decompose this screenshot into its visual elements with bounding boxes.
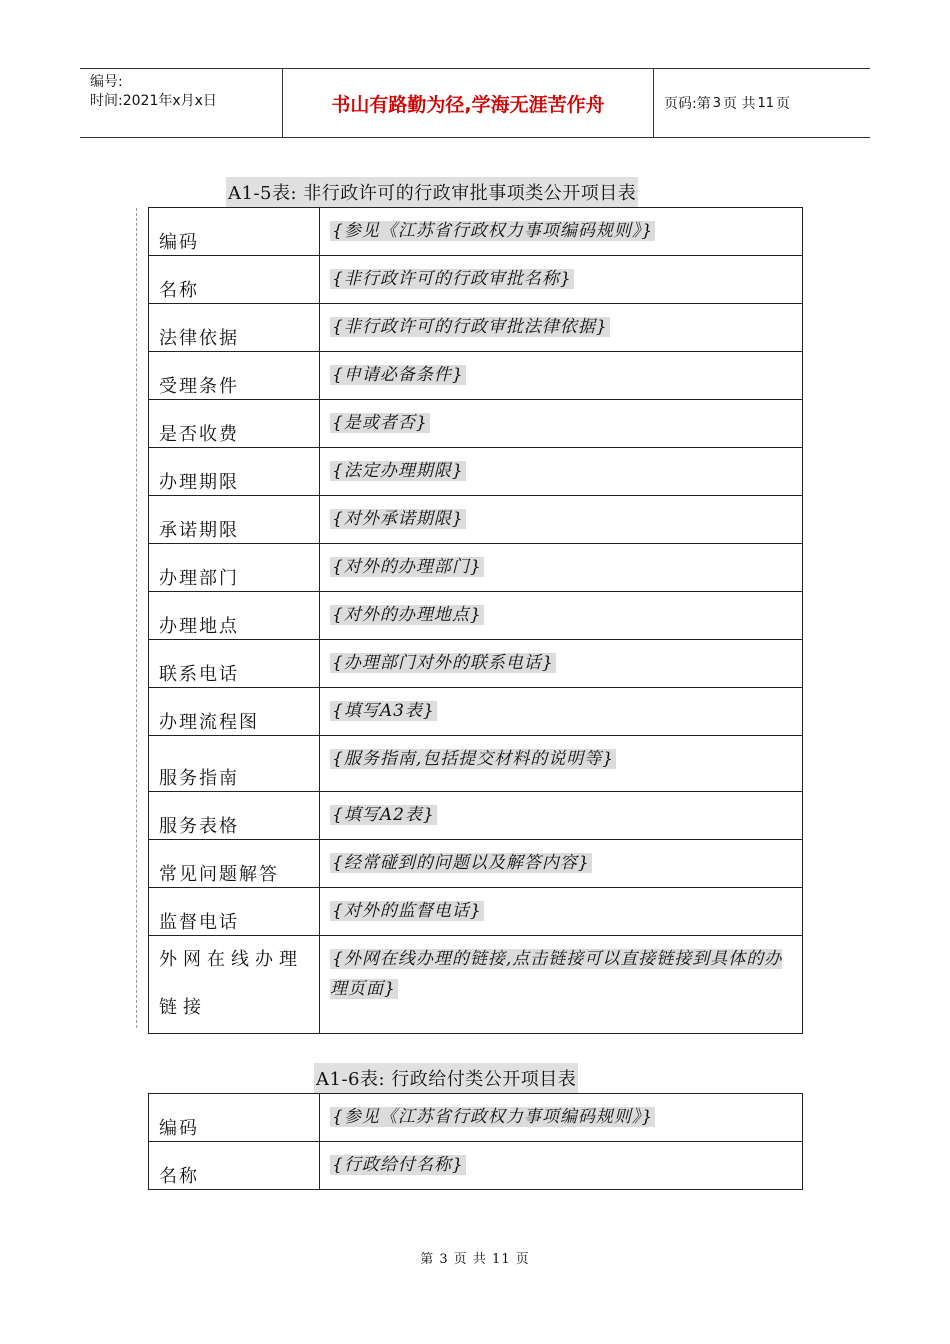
table-row (149, 1142, 803, 1190)
margin-line (136, 208, 137, 1028)
row-value-cell (320, 736, 803, 792)
row-value: {经常碰到的问题以及解答内容} (332, 853, 590, 873)
table-row (149, 840, 803, 888)
page-total: 11 (757, 95, 774, 111)
page-current: 3 (712, 95, 721, 111)
row-label: 联系电话 (149, 640, 320, 688)
page-mid: 页 共 (723, 96, 756, 112)
table1 (148, 207, 803, 1034)
row-value: {服务指南,包括提交材料的说明等} (332, 749, 615, 769)
row-value-cell (320, 496, 803, 544)
row-value: {参见《江苏省行政权力事项编码规则》} (332, 221, 654, 241)
row-value-cell (320, 936, 803, 1034)
row-value-cell (320, 640, 803, 688)
page-suffix: 页 (776, 96, 790, 112)
header-motto: 书山有路勤为径,学海无涯苦作舟 (282, 69, 654, 137)
row-label: 常见问题解答 (149, 840, 320, 888)
row-value-cell (320, 208, 803, 256)
row-label: 是否收费 (149, 400, 320, 448)
row-value: {非行政许可的行政审批法律依据} (332, 317, 608, 337)
row-value-cell (320, 792, 803, 840)
row-value-cell (320, 448, 803, 496)
table1-title: A1-5表: 非行政许可的行政审批事项类公开项目表 (226, 177, 638, 207)
page-header (80, 68, 870, 138)
table2-title: A1-6表: 行政给付类公开项目表 (314, 1063, 578, 1093)
row-value: {外网在线办理的链接,点击链接可以直接链接到具体的办理页面} (330, 949, 783, 999)
row-label: 受理条件 (149, 352, 320, 400)
table-row (149, 496, 803, 544)
number-label: 编号: (90, 74, 123, 90)
row-value: {行政给付名称} (332, 1155, 464, 1175)
row-value: {是或者否} (332, 413, 428, 433)
row-value: {填写A3表} (332, 701, 435, 721)
row-value: {填写A2表} (332, 805, 435, 825)
row-label: 服务指南 (149, 736, 320, 792)
row-label: 外网在线办理链接 (149, 936, 320, 1034)
table2 (148, 1093, 803, 1190)
row-label: 监督电话 (149, 888, 320, 936)
header-meta (80, 69, 282, 137)
row-value: {对外承诺期限} (332, 509, 464, 529)
row-value: {对外的办理地点} (332, 605, 482, 625)
table-row (149, 208, 803, 256)
row-value-cell (320, 1142, 803, 1190)
row-label: 法律依据 (149, 304, 320, 352)
row-label: 编码 (149, 208, 320, 256)
page-footer: 第 3 页 共 11 页 (420, 1252, 530, 1267)
time-label: 时间:2021年x月x日 (90, 93, 217, 109)
row-label: 办理期限 (149, 448, 320, 496)
row-value: {参见《江苏省行政权力事项编码规则》} (332, 1107, 654, 1127)
table-row (149, 792, 803, 840)
row-value-cell (320, 888, 803, 936)
table-row (149, 688, 803, 736)
row-value-cell (320, 544, 803, 592)
table-row (149, 640, 803, 688)
row-value: {非行政许可的行政审批名称} (332, 269, 572, 289)
page-prefix: 页码:第 (664, 96, 711, 112)
table-row (149, 352, 803, 400)
table-row (149, 448, 803, 496)
row-value: {办理部门对外的联系电话} (332, 653, 554, 673)
row-value-cell (320, 1094, 803, 1142)
table-row (149, 1094, 803, 1142)
table-row (149, 400, 803, 448)
row-value-cell (320, 256, 803, 304)
row-value: {对外的监督电话} (332, 901, 482, 921)
row-label: 办理部门 (149, 544, 320, 592)
row-value-cell (320, 400, 803, 448)
table-row (149, 544, 803, 592)
row-value: {申请必备条件} (332, 365, 464, 385)
row-value-cell (320, 688, 803, 736)
row-value-cell (320, 592, 803, 640)
row-label: 名称 (149, 256, 320, 304)
table-row (149, 592, 803, 640)
row-label: 服务表格 (149, 792, 320, 840)
row-label: 承诺期限 (149, 496, 320, 544)
table-row (149, 736, 803, 792)
row-value-cell (320, 304, 803, 352)
row-label: 名称 (149, 1142, 320, 1190)
header-page-info (654, 69, 870, 137)
row-label: 编码 (149, 1094, 320, 1142)
row-label: 办理流程图 (149, 688, 320, 736)
table-row (149, 888, 803, 936)
row-label: 办理地点 (149, 592, 320, 640)
table-row (149, 256, 803, 304)
row-value-cell (320, 840, 803, 888)
row-value-cell (320, 352, 803, 400)
table-row (149, 936, 803, 1034)
row-value: {法定办理期限} (332, 461, 464, 481)
table-row (149, 304, 803, 352)
row-value: {对外的办理部门} (332, 557, 482, 577)
